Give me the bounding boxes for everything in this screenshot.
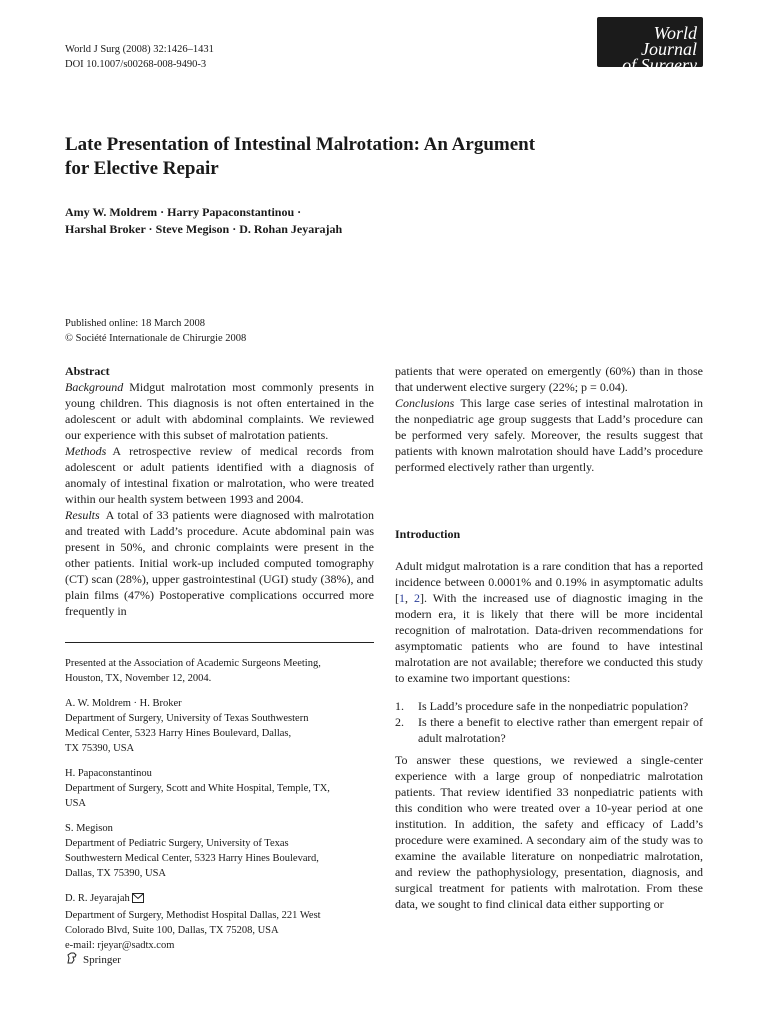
publication-info xyxy=(65,316,246,346)
meeting-note xyxy=(65,656,374,686)
list-text: Is Ladd’s procedure safe in the nonpediatric population? xyxy=(418,699,689,713)
logo-line-1: World Journal xyxy=(641,23,697,59)
affiliation-line: Department of Surgery, University of Texas Southwestern xyxy=(65,713,309,724)
list-item xyxy=(395,698,703,714)
affiliation-line: Department of Pediatric Surgery, University of Texas xyxy=(65,838,289,849)
affiliation-2 xyxy=(65,766,374,811)
abstract-methods xyxy=(65,443,374,507)
results-text: A total of 33 patients were diagnosed with malrotation and treated with Ladd’s procedure. Acute abdominal pain was present in 50%, and chronic complaints were present in the other patients. Initial work-up included computed tomography (CT) scan (28%), upper gastrointestinal (UGI) study (38%), and plain films (47%) Postoperative complications occurred more frequently in xyxy=(65,508,374,618)
methods-label: Methods xyxy=(65,444,107,458)
background-label: Background xyxy=(65,380,124,394)
affiliation-names xyxy=(65,891,374,908)
list-text: Is there a benefit to elective rather than emergent repair of adult malrotation? xyxy=(418,715,703,745)
background-text: Midgut malrotation most commonly presents in young children. This diagnosis is not often entertained in the adolescent or adult with abdominal complaints. We reviewed our experience with this subset of malrotation patients. xyxy=(65,380,374,442)
conclusions-label: Conclusions xyxy=(395,396,455,410)
citation-link-2[interactable]: 2 xyxy=(414,591,421,605)
copyright: © Société Internationale de Chirurgie 2008 xyxy=(65,333,247,344)
affiliation-line: TX 75390, USA xyxy=(65,743,135,754)
abstract-results xyxy=(65,507,374,619)
abstract-conclusions xyxy=(395,395,703,475)
publisher-name: Springer xyxy=(83,953,121,966)
email-link[interactable]: e-mail: rjeyar@sadtx.com xyxy=(65,940,175,951)
affiliation-names: A. W. Moldrem · H. Broker xyxy=(65,698,182,709)
doi: DOI 10.1007/s00268-008-9490-3 xyxy=(65,59,207,70)
results-label: Results xyxy=(65,508,100,522)
introduction-body xyxy=(395,558,703,912)
paragraph-text: , xyxy=(405,591,415,605)
affiliation-line: Colorado Blvd, Suite 100, Dallas, TX 75208, USA xyxy=(65,925,279,936)
affiliation-line: Southwestern Medical Center, 5323 Harry Hines Boulevard, xyxy=(65,853,319,864)
methods-text: A retrospective review of medical records from adolescent or adult patients identified with a diagnosis of anomaly of intestinal fixation or malrotation, who were treated within our health system between 1993 and 2004. xyxy=(65,444,374,506)
affiliation-line: Department of Surgery, Methodist Hospital Dallas, 221 West xyxy=(65,910,321,921)
abstract-background xyxy=(65,379,374,443)
authors-line-2: Harshal Broker · Steve Megison · D. Rohan Jeyarajah xyxy=(65,222,343,236)
introduction-paragraph-2: To answer these questions, we reviewed a single-center experience with a large group of nonpediatric malrotation patients. That review identified 33 nonpediatric patients with this condition who were treated over a 10-year period at one institution. In addition, the safety and efficacy of Ladd’s procedure were examined. A secondary aim of the study was to examine the available literature on nonpediatric malrotation, and review the pathophysiology, presentation, diagnosis, and surgical treatment for patients with malrotation. From these data, we sought to find clinical data either supporting or xyxy=(395,753,703,911)
results-continued: patients that were operated on emergently (60%) than in those that underwent elective surgery (22%; p = 0.04). xyxy=(395,364,703,394)
title-line-2: for Elective Repair xyxy=(65,158,219,179)
affiliation-names: H. Papaconstantinou xyxy=(65,768,152,779)
springer-horse-icon xyxy=(65,951,79,968)
article-title xyxy=(65,133,625,181)
affiliation-line: Dallas, TX 75390, USA xyxy=(65,868,167,879)
paragraph-text: Adult midgut malrotation is a rare condition that has a reported incidence between 0.0001% and 0.19% in asymptomatic adults [ xyxy=(395,559,703,605)
authors-line-1: Amy W. Moldrem · Harry Papaconstantinou · xyxy=(65,205,302,219)
meeting-line-2: Houston, TX, November 12, 2004. xyxy=(65,673,212,684)
journal-citation: World J Surg (2008) 32:1426–1431 xyxy=(65,44,214,55)
affiliation-line: Department of Surgery, Scott and White Hospital, Temple, TX, xyxy=(65,783,330,794)
journal-citation-block xyxy=(65,42,214,72)
introduction-heading: Introduction xyxy=(395,527,461,541)
publisher-footer xyxy=(65,951,121,968)
citation-link-1[interactable]: 1 xyxy=(399,591,405,605)
author-list xyxy=(65,204,625,238)
corresponding-author: D. R. Jeyarajah xyxy=(65,893,130,904)
introduction-paragraph-1 xyxy=(395,558,703,686)
paragraph-text: ]. With the increased use of diagnostic imaging in the modern era, it is likely that there will be more incidental recognition of malrotation. Data-driven recommendations for asymptomatic patients who are found to have intestinal malrotation are not available; therefore we conducted this study to examine two important questions: xyxy=(395,591,703,685)
journal-logo xyxy=(597,17,703,75)
abstract-heading: Abstract xyxy=(65,364,110,378)
footnote-divider xyxy=(65,642,374,643)
logo-line-2: of Surgery xyxy=(622,55,697,75)
title-line-1: Late Presentation of Intestinal Malrotation: An Argument xyxy=(65,134,536,155)
affiliation-1 xyxy=(65,696,374,756)
list-number: 2. xyxy=(395,715,404,729)
footnotes xyxy=(65,656,374,963)
affiliation-3 xyxy=(65,821,374,881)
affiliation-names: S. Megison xyxy=(65,823,113,834)
envelope-icon xyxy=(132,893,144,908)
affiliation-line: USA xyxy=(65,798,87,809)
abstract xyxy=(65,363,374,619)
list-number: 1. xyxy=(395,699,404,713)
question-list xyxy=(395,698,703,746)
list-item xyxy=(395,714,703,746)
meeting-line-1: Presented at the Association of Academic Surgeons Meeting, xyxy=(65,658,321,669)
abstract-continued xyxy=(395,363,703,475)
published-date: Published online: 18 March 2008 xyxy=(65,318,205,329)
affiliation-4 xyxy=(65,891,374,953)
conclusions-text: This large case series of intestinal malrotation in the nonpediatric age group suggests that Ladd’s procedure can be performed very safely. Moreover, the results suggest that patients with known malrotation should have Ladd’s procedure performed electively rather than urgently. xyxy=(395,396,703,474)
affiliation-line: Medical Center, 5323 Harry Hines Boulevard, Dallas, xyxy=(65,728,292,739)
